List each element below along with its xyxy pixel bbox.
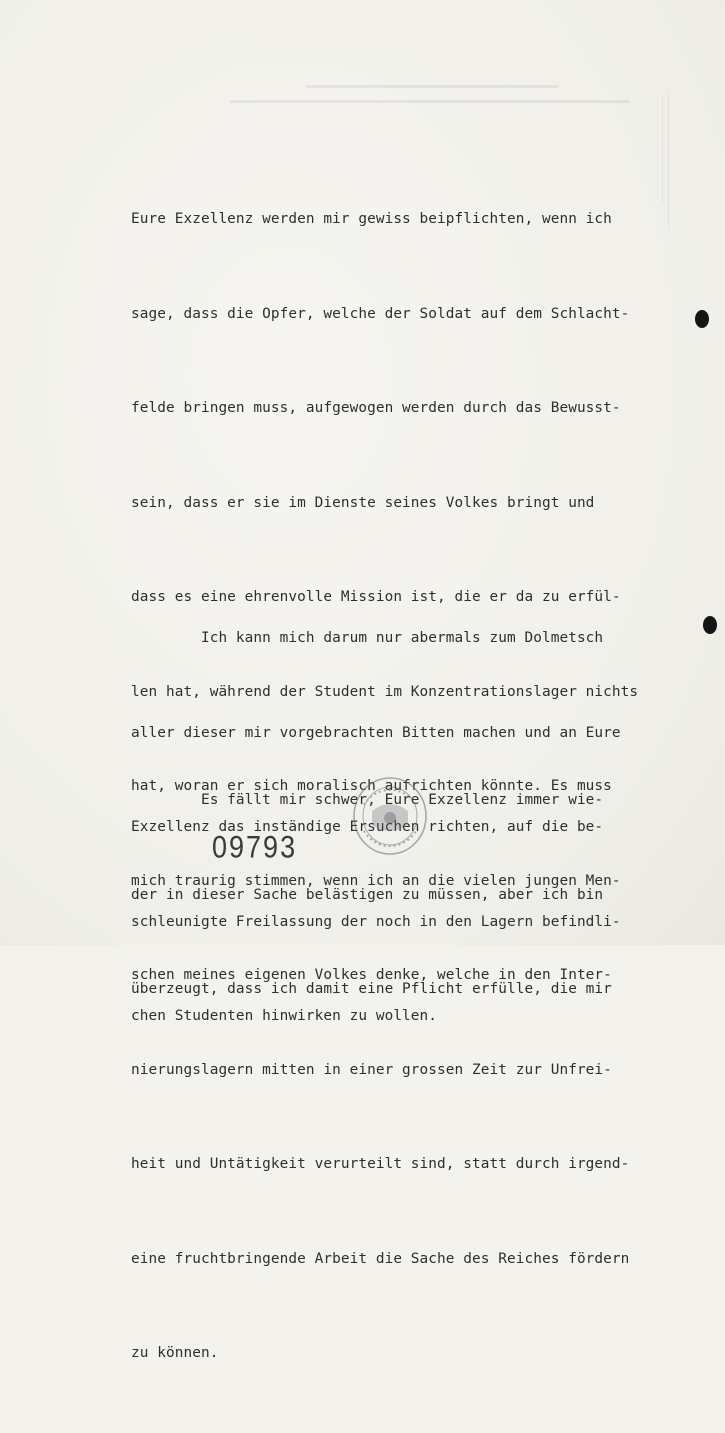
archive-stamp-icon [350, 775, 430, 857]
text-line: zu können. [131, 1345, 219, 1361]
text-line: mich traurig stimmen, wenn ich an die vielen jungen Men- [131, 872, 621, 889]
text-line: schen meines eigenen Volkes denke, welche in den Inter- [131, 967, 612, 983]
text-line: nierungslagern mitten in einer grossen Zeit zur Unfrei- [131, 1061, 612, 1078]
text-line: Ich kann mich darum nur abermals zum Dolmetsch [131, 630, 604, 646]
text-line: sein, dass er sie im Dienste seines Volkes bringt und [131, 494, 595, 511]
text-line: felde bringen muss, aufgewogen werden durch das Bewusst- [131, 400, 621, 416]
punch-hole-icon [695, 310, 709, 328]
bleed-through-text [230, 85, 650, 125]
text-line: eine fruchtbringende Arbeit die Sache des Reiches fördern [131, 1250, 630, 1267]
text-line: len hat, während der Student im Konzentrationslager nichts [131, 683, 639, 700]
punch-hole-icon [703, 616, 717, 634]
paragraph-3 [131, 722, 725, 1069]
text-line: Es fällt mir schwer, Eure Exzellenz immer wie- [131, 792, 604, 808]
text-line: Eure Exzellenz werden mir gewiss beipflichten, wenn ich [131, 211, 612, 227]
text-line: heit und Untätigkeit verurteilt sind, statt durch irgend- [131, 1156, 630, 1172]
text-line: sage, dass die Opfer, welche der Soldat auf dem Schlacht- [131, 305, 630, 322]
text-line: chen Studenten hinwirken zu wollen. [131, 1008, 438, 1024]
text-line: schleunigte Freilassung der noch in den Lagern befindli- [131, 913, 621, 930]
text-line: hat, woran er sich moralisch aufrichten könnte. Es muss [131, 778, 612, 794]
text-line: der in dieser Sache belästigen zu müssen, aber ich bin [131, 886, 604, 903]
text-line: Exzellenz das inständige Ersuchen richten, auf die be- [131, 819, 604, 835]
text-line: dass es eine ehrenvolle Mission ist, die er da zu erfül- [131, 589, 621, 605]
text-line: überzeugt, dass ich damit eine Pflicht erfülle, die mir [131, 981, 612, 997]
text-line: aller dieser mir vorgebrachten Bitten machen und an Eure [131, 724, 621, 741]
archive-number: 09793 [212, 830, 298, 865]
